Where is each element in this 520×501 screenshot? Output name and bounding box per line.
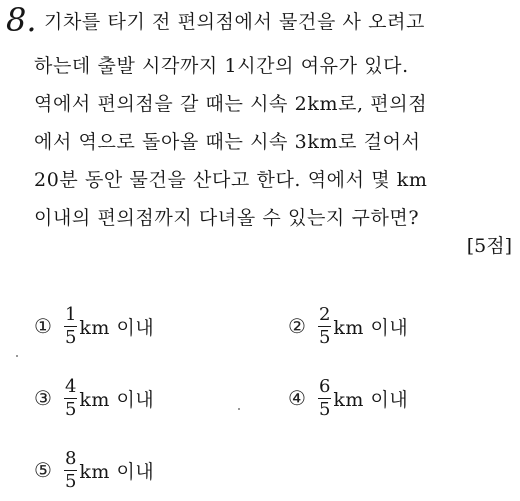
question-line-1: 기차를 타기 전 편의점에서 물건을 사 오려고 [44, 11, 426, 33]
choice-5[interactable] [34, 444, 154, 496]
question-line-3: 역에서 편의점을 갈 때는 시속 2km로, 편의점 [34, 93, 428, 115]
choice-unit: km 이내 [79, 460, 155, 483]
fraction-numerator: 2 [318, 303, 331, 325]
scan-speck [238, 408, 240, 410]
fraction-denominator: 5 [318, 398, 331, 420]
question-number: 8. [6, 1, 37, 39]
fraction-numerator: 1 [64, 303, 77, 325]
choice-unit: km 이내 [79, 316, 155, 339]
question-line-5: 20분 동안 물건을 산다고 한다. 역에서 몇 km [34, 169, 428, 191]
choice-fraction [318, 376, 331, 421]
choice-2[interactable] [288, 300, 408, 352]
question-line-4: 에서 역으로 돌아올 때는 시속 3km로 걸어서 [34, 131, 421, 153]
fraction-denominator: 5 [64, 398, 77, 420]
fraction-numerator: 6 [318, 375, 331, 397]
choice-4[interactable] [288, 372, 408, 424]
choice-marker: ② [288, 314, 306, 338]
choice-1[interactable] [34, 300, 154, 352]
choice-fraction [64, 448, 77, 493]
question-line-2: 하는데 출발 시각까지 1시간의 여유가 있다. [34, 55, 409, 77]
choice-3[interactable] [34, 372, 154, 424]
choice-unit: km 이내 [333, 316, 409, 339]
fraction-numerator: 4 [64, 375, 77, 397]
choice-marker: ① [34, 314, 52, 338]
choice-unit: km 이내 [79, 388, 155, 411]
choice-marker: ⑤ [34, 458, 52, 482]
choice-fraction [64, 304, 77, 349]
choice-unit: km 이내 [333, 388, 409, 411]
choice-fraction [64, 376, 77, 421]
choice-marker: ③ [34, 386, 52, 410]
fraction-denominator: 5 [64, 470, 77, 492]
choice-fraction [318, 304, 331, 349]
choice-marker: ④ [288, 386, 306, 410]
question-line-6: 이내의 편의점까지 다녀올 수 있는지 구하면? [34, 207, 420, 229]
fraction-denominator: 5 [318, 326, 331, 348]
points-label: [5점] [466, 235, 512, 257]
fraction-numerator: 8 [64, 447, 77, 469]
fraction-denominator: 5 [64, 326, 77, 348]
scan-speck [16, 355, 18, 357]
